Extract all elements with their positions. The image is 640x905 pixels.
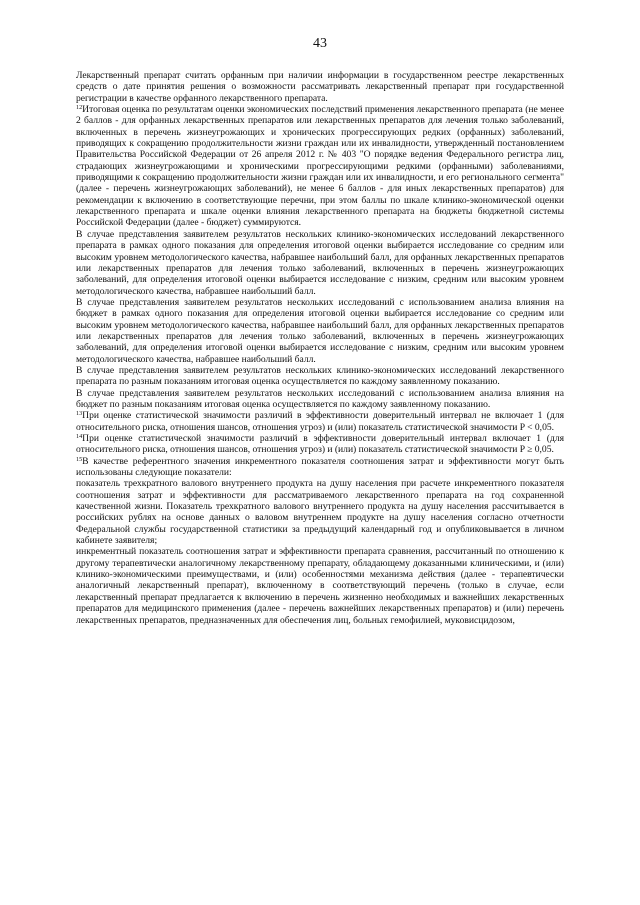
paragraph-clinical-economic-indications [76, 365, 564, 388]
paragraph-text: В случае представления заявителем результатов нескольких клинико-экономических исследований лекарственного препарата по разным показаниям итоговая оценка осуществляется по каждому заявленному показанию. [76, 364, 564, 388]
document-body [76, 70, 564, 626]
paragraph-text: В случае представления заявителем результатов нескольких исследований с использованием анализа влияния на бюджет по разным показаниям итоговая оценка осуществляется по каждому заявленному показанию. [76, 387, 564, 410]
paragraph-budget-impact-studies [76, 297, 564, 365]
footnote-13 [76, 410, 564, 433]
paragraph-clinical-economic-studies [76, 229, 564, 297]
paragraph-text: При оценке статистической значимости различий в эффективности доверительный интервал не включает 1 (для относительного риска, отношения шансов, отношения угроз) и (или) показатель статистической значимости P < 0,05. [76, 410, 564, 433]
paragraph-text: В случае представления заявителем результатов нескольких клинико-экономических исследований лекарственного препарата в рамках одного показания для определения итоговой оценки выбирается исследование со средним или высоким уровнем методологического качества, набравшее наибольший балл, для орфанных лекарственных препаратов или лекарственных препаратов для лечения только заболеваний, включенных в перечень жизнеугрожающих заболеваний, для определения итоговой оценки выбирается исследование с низким, средним или высоким уровнем методологического качества, набравшее наибольший балл. [76, 228, 564, 297]
footnote-marker: 12 [76, 104, 83, 112]
footnote-marker: 14 [76, 433, 83, 440]
footnote-marker: 15 [76, 455, 83, 463]
paragraph-text: показатель трехкратного валового внутреннего продукта на душу населения при расчете инкрементного показателя соотношения затрат и эффективности для рассматриваемого лекарственного препарата на год сохраненной качественной жизни. Показатель трехкратного валового внутреннего продукта на душу населения рассчитывается в российских рублях на основе данных о валовом внутреннем продукте на душу населения согласно отчетности Федеральной службы государственной статистики за предыдущий календарный год и опубликовывается в личном кабинете заявителя; [76, 478, 564, 547]
footnote-15 [76, 456, 564, 479]
paragraph-text: В качестве референтного значения инкрементного показателя соотношения затрат и эффективности могут быть использованы следующие показатели: [76, 455, 564, 479]
paragraph-text: При оценке статистической значимости различий в эффективности доверительный интервал включает 1 (для относительного риска, отношения шансов, отношения угроз) и (или) показатель статистической значимости P ≥ 0,05. [76, 433, 564, 456]
paragraph-budget-impact-indications [76, 388, 564, 411]
paragraph-orphan-status [76, 70, 564, 104]
paragraph-text: Итоговая оценка по результатам оценки экономических последствий применения лекарственного препарата (не менее 2 баллов - для орфанных лекарственных препаратов или лекарственных препаратов для лечения только заболеваний, включенных в перечень жизнеугрожающих и хронических прогрессирующих редких (орфанных) заболеваний, приводящих к сокращению продолжительности жизни граждан или их инвалидности, утвержденный постановлением Правительства Российской Федерации от 26 апреля 2012 г. № 403 "О порядке ведения Федерального регистра лиц, страдающих жизнеугрожающими и хроническими прогрессирующими редкими (орфанными) заболеваниями, приводящими к сокращению продолжительности жизни граждан или их инвалидности, и его регионального сегмента" (далее - перечень жизнеугрожающих заболеваний), не менее 6 баллов - для иных лекарственных препаратов) для рекомендации к включению в соответствующие перечни, при этом баллы по шкале клинико-экономической оценки лекарственного препарата и шкале оценки влияния лекарственного препарата на бюджеты бюджетной системы Российской Федерации (далее - бюджет) суммируются. [76, 104, 564, 229]
page-number: 43 [313, 36, 327, 51]
paragraph-text: Лекарственный препарат считать орфанным при наличии информации в государственном реестре лекарственных средств о дате принятия решения о возможности рассматривать лекарственный препарат при государственной регистрации в качестве орфанного лекарственного препарата. [76, 70, 564, 104]
paragraph-text: инкрементный показатель соотношения затрат и эффективности препарата сравнения, рассчитанный по отношению к другому терапевтически аналогичному лекарственному препарату, обладающему доказанными клиническими, и (или) клинико-экономическими преимуществами, и (или) особенностями механизма действия (далее - терапевтически аналогичный лекарственный препарат), включенному в соответствующий перечень (только в случае, если лекарственный препарат предлагается к включению в перечень жизненно необходимых и важнейших лекарственных препаратов для медицинского применения (далее - перечень важнейших лекарственных препаратов) и (или) перечень лекарственных препаратов, предназначенных для обеспечения лиц, больных гемофилией, муковисцидозом, [76, 546, 564, 626]
paragraph-incremental-indicator [76, 546, 564, 625]
paragraph-gdp-indicator [76, 478, 564, 546]
paragraph-text: В случае представления заявителем результатов нескольких исследований с использованием анализа влияния на бюджет в рамках одного показания для определения итоговой оценки выбирается исследование со средним или высоким уровнем методологического качества, набравшее наибольший балл, для орфанных лекарственных препаратов или лекарственных препаратов для лечения только заболеваний, включенных в перечень жизнеугрожающих заболеваний, для определения итоговой оценки выбирается исследование с низким, средним или высоким уровнем методологического качества, набравшее наибольший балл. [76, 296, 564, 365]
footnote-14 [76, 433, 564, 456]
footnote-12 [76, 104, 564, 229]
footnote-marker: 13 [76, 410, 83, 418]
